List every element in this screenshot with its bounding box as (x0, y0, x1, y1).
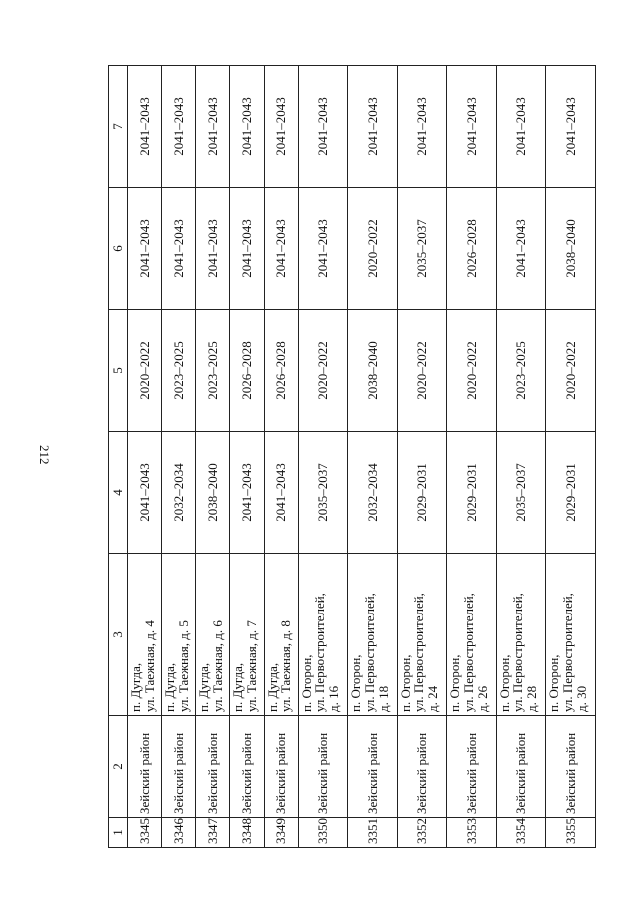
table-row (298, 66, 348, 848)
period-cell: 2041–2043 (298, 66, 348, 188)
district-cell: Зейский район (162, 716, 196, 818)
period-cell: 2041–2043 (298, 188, 348, 310)
period-cell: 2041–2043 (230, 432, 264, 554)
address-line: ул. Таежная, д. 8 (278, 620, 294, 712)
row-id-cell: 3349 (264, 818, 298, 848)
row-id-cell: 3347 (196, 818, 230, 848)
district-cell: Зейский район (298, 716, 348, 818)
address-line: ул. Первостроителей, (411, 593, 427, 712)
column-header: 3 (109, 554, 128, 716)
period-cell: 2020–2022 (298, 310, 348, 432)
district-cell: Зейский район (447, 716, 497, 818)
address-cell (348, 554, 398, 716)
period-cell: 2020–2022 (397, 310, 447, 432)
period-cell: 2041–2043 (196, 66, 230, 188)
table-row (496, 66, 546, 848)
address-line: п. Огорон, (397, 654, 413, 712)
address-line: ул. Таежная, д. 6 (209, 620, 225, 712)
address-line: ул. Первостроителей, (510, 593, 526, 712)
period-cell: 2041–2043 (128, 432, 162, 554)
district-cell: Зейский район (128, 716, 162, 818)
address-line: п. Дугда, (230, 662, 246, 712)
row-id-cell: 3348 (230, 818, 264, 848)
period-cell: 2038–2040 (196, 432, 230, 554)
column-header: 5 (109, 310, 128, 432)
row-id-cell: 3345 (128, 818, 162, 848)
period-cell: 2041–2043 (264, 432, 298, 554)
column-header: 6 (109, 188, 128, 310)
table-row (397, 66, 447, 848)
period-cell: 2023–2025 (162, 310, 196, 432)
period-cell: 2029–2031 (447, 432, 497, 554)
period-cell: 2041–2043 (196, 188, 230, 310)
period-cell: 2041–2043 (264, 188, 298, 310)
address-line: д. 18 (375, 685, 391, 712)
address-cell (298, 554, 348, 716)
address-line: д. 28 (524, 685, 540, 712)
column-header: 2 (109, 716, 128, 818)
address-cell (230, 554, 264, 716)
district-cell: Зейский район (348, 716, 398, 818)
period-cell: 2026–2028 (447, 188, 497, 310)
column-header: 4 (109, 432, 128, 554)
table-row (447, 66, 497, 848)
district-cell: Зейский район (397, 716, 447, 818)
address-cell (447, 554, 497, 716)
period-cell: 2032–2034 (348, 432, 398, 554)
period-cell: 2020–2022 (447, 310, 497, 432)
period-cell: 2032–2034 (162, 432, 196, 554)
district-cell: Зейский район (196, 716, 230, 818)
address-line: ул. Таежная, д. 4 (141, 620, 157, 712)
period-cell: 2041–2043 (128, 188, 162, 310)
table-row (264, 66, 298, 848)
period-cell: 2035–2037 (298, 432, 348, 554)
address-line: п. Дугда, (264, 662, 280, 712)
district-cell: Зейский район (264, 716, 298, 818)
address-line: д. 24 (425, 685, 441, 712)
address-cell (397, 554, 447, 716)
address-line: п. Огорон, (496, 654, 512, 712)
period-cell: 2038–2040 (348, 310, 398, 432)
address-line: д. 16 (325, 685, 341, 712)
period-cell: 2041–2043 (230, 66, 264, 188)
row-id-cell: 3350 (298, 818, 348, 848)
period-cell: 2026–2028 (230, 310, 264, 432)
period-cell: 2020–2022 (348, 188, 398, 310)
table-row (196, 66, 230, 848)
address-cell (196, 554, 230, 716)
period-cell: 2029–2031 (546, 432, 596, 554)
period-cell: 2041–2043 (348, 66, 398, 188)
row-id-cell: 3352 (397, 818, 447, 848)
address-line: п. Дугда, (162, 662, 178, 712)
period-cell: 2041–2043 (162, 66, 196, 188)
table-row (230, 66, 264, 848)
period-cell: 2041–2043 (496, 66, 546, 188)
column-header: 7 (109, 66, 128, 188)
address-line: п. Огорон, (447, 654, 463, 712)
period-cell: 2041–2043 (546, 66, 596, 188)
column-header: 1 (109, 818, 128, 848)
period-cell: 2023–2025 (496, 310, 546, 432)
address-line: п. Огорон, (298, 654, 314, 712)
row-id-cell: 3346 (162, 818, 196, 848)
address-line: д. 26 (474, 685, 490, 712)
row-id-cell: 3354 (496, 818, 546, 848)
address-cell (546, 554, 596, 716)
page-number: 212 (37, 445, 52, 465)
address-line: ул. Первостроителей, (460, 593, 476, 712)
period-cell: 2026–2028 (264, 310, 298, 432)
table-row (162, 66, 196, 848)
address-line: п. Огорон, (546, 654, 562, 712)
period-cell: 2023–2025 (196, 310, 230, 432)
period-cell: 2029–2031 (397, 432, 447, 554)
address-cell (128, 554, 162, 716)
address-line: п. Дугда, (128, 662, 143, 712)
address-line: ул. Первостроителей, (312, 593, 328, 712)
row-id-cell: 3353 (447, 818, 497, 848)
address-line: п. Дугда, (196, 662, 212, 712)
address-cell (264, 554, 298, 716)
address-cell (496, 554, 546, 716)
period-cell: 2020–2022 (128, 310, 162, 432)
period-cell: 2041–2043 (496, 188, 546, 310)
period-cell: 2038–2040 (546, 188, 596, 310)
period-cell: 2041–2043 (264, 66, 298, 188)
address-line: ул. Таежная, д. 7 (244, 620, 260, 712)
table-row (546, 66, 596, 848)
district-cell: Зейский район (496, 716, 546, 818)
address-line: п. Огорон, (348, 654, 364, 712)
table-row (128, 66, 162, 848)
address-cell (162, 554, 196, 716)
period-cell: 2041–2043 (230, 188, 264, 310)
row-id-cell: 3351 (348, 818, 398, 848)
period-cell: 2020–2022 (546, 310, 596, 432)
table-header-row (109, 66, 128, 848)
period-cell: 2041–2043 (162, 188, 196, 310)
data-table (108, 65, 596, 848)
period-cell: 2041–2043 (128, 66, 162, 188)
row-id-cell: 3355 (546, 818, 596, 848)
district-cell: Зейский район (230, 716, 264, 818)
district-cell: Зейский район (546, 716, 596, 818)
period-cell: 2041–2043 (397, 66, 447, 188)
period-cell: 2041–2043 (447, 66, 497, 188)
table-container (108, 66, 596, 848)
period-cell: 2035–2037 (397, 188, 447, 310)
address-line: д. 30 (573, 685, 589, 712)
period-cell: 2035–2037 (496, 432, 546, 554)
address-line: ул. Первостроителей, (361, 593, 377, 712)
address-line: ул. Таежная, д. 5 (175, 620, 191, 712)
table-row (348, 66, 398, 848)
address-line: ул. Первостроителей, (560, 593, 575, 712)
